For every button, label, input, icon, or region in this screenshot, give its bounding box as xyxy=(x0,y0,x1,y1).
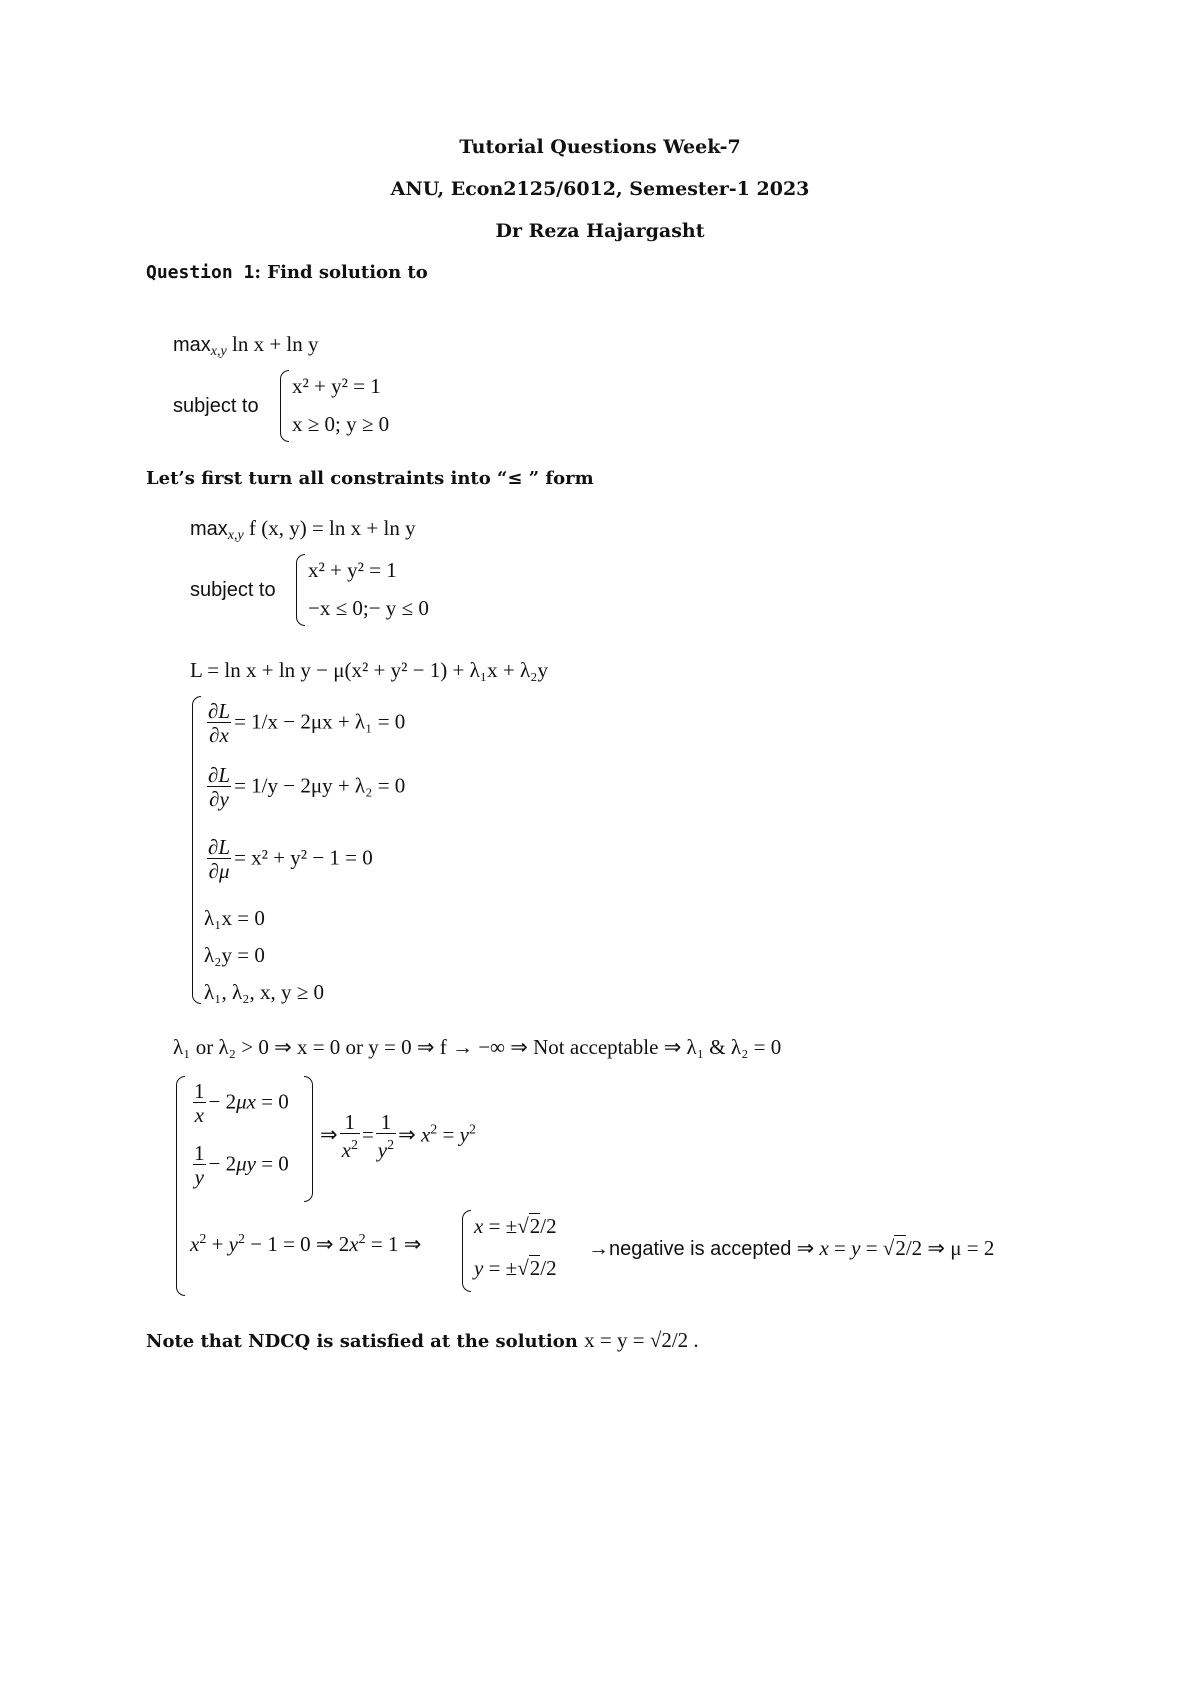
lagrangian: L = ln x + ln y − μ(x² + y² − 1) + λ₁x + λ₂y xyxy=(190,658,548,682)
subsystem-row-1: $\frac{1}{x}$ − 2μx = 0 xyxy=(194,1079,289,1127)
foc-brace xyxy=(192,696,201,1004)
subsystem-row-2: $\frac{1}{y}$ − 2μy = 0 xyxy=(194,1141,289,1189)
mu-value: μ = 2 xyxy=(950,1236,995,1260)
subsystem-right-brace xyxy=(304,1076,313,1202)
complementary-slackness-1: λ₁x = 0 xyxy=(204,906,265,930)
course-line: ANU, Econ2125/6012, Semester-1 2023 xyxy=(390,178,810,200)
author-line: Dr Reza Hajargasht xyxy=(495,220,705,242)
problem2-brace xyxy=(296,554,305,626)
problem1-objective: $\max_{x,y} \ln x + \ln y$ xyxy=(173,332,319,359)
nonnegativity: λ₁, λ₂, x, y ≥ 0 xyxy=(204,980,325,1004)
document-title: Tutorial Questions Week-7 xyxy=(459,136,741,158)
problem1-brace xyxy=(280,370,289,442)
foc-row-3: $\frac{\partial L}{\partial\mu}$ = x² + y² − 1 = 0 xyxy=(208,835,373,883)
circle-equation: $x^2 + y^2 - 1 = 0$ ⇒ $2x^2 = 1$ ⇒ xyxy=(190,1232,422,1256)
problem2-constraint-2: −x ≤ 0;− y ≤ 0 xyxy=(308,596,429,620)
foc-row-1: $\frac{\partial L}{\partial x}$ = 1/x − 2μx + λ₁ = 0 xyxy=(208,699,406,747)
problem2-objective: $\max_{x,y} f$ (x, y) = ln x + ln y xyxy=(190,516,416,543)
solution-x: x = ±√2/2 xyxy=(474,1214,557,1238)
problem1-constraint-1: x² + y² = 1 xyxy=(292,374,381,398)
question-label: Question 1 xyxy=(146,262,255,283)
problem1-subject-to: subject to xyxy=(173,395,259,417)
foc-row-2: $\frac{\partial L}{\partial y}$ = 1/y − 2μy + λ₂ = 0 xyxy=(208,763,406,811)
question-text: : Find solution to xyxy=(254,262,428,283)
question-heading xyxy=(146,262,428,283)
complementary-slackness-2: λ₂y = 0 xyxy=(204,943,265,967)
solution-brace xyxy=(462,1210,471,1292)
solution-conclusion: →negative is accepted ⇒ x = y = √2/2 ⇒ μ = 2 xyxy=(588,1236,995,1260)
conclusion xyxy=(146,1328,699,1353)
conclusion-text: Note that NDCQ is satisfied at the solution xyxy=(146,1331,578,1352)
final-system-brace xyxy=(176,1076,185,1296)
negative-note: negative is accepted xyxy=(609,1238,792,1260)
subsystem-implication: ⇒ $\frac{1}{x^2}$ = $\frac{1}{y^2}$ ⇒ $x^2 = y^2$ xyxy=(320,1110,476,1162)
analysis-line-1: λ₁ or λ₂ > 0 ⇒ x = 0 or y = 0 ⇒ f → −∞ ⇒ Not acceptable ⇒ λ₁ & λ₂ = 0 xyxy=(173,1035,782,1059)
conclusion-solution: x = y = √2/2 . xyxy=(584,1328,699,1352)
solution-y: y = ±√2/2 xyxy=(474,1256,557,1280)
transform-note: Let’s first turn all constraints into “≤ ” form xyxy=(146,468,594,489)
problem1-constraint-2: x ≥ 0; y ≥ 0 xyxy=(292,412,390,436)
problem2-subject-to: subject to xyxy=(190,579,276,601)
problem2-constraint-1: x² + y² = 1 xyxy=(308,558,397,582)
